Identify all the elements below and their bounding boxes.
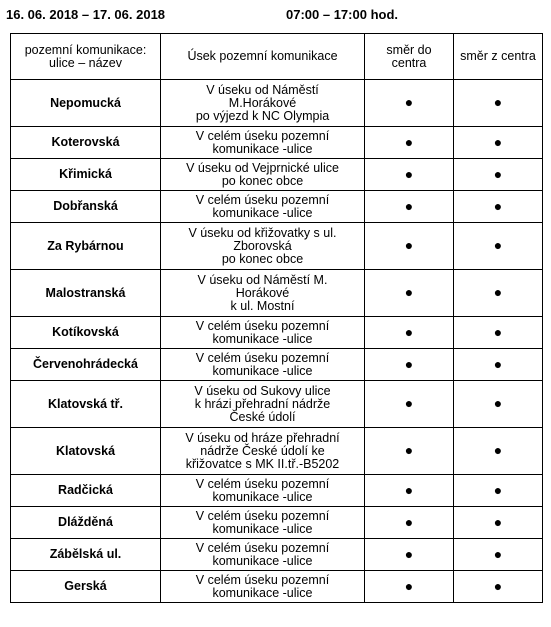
street-name: Klatovská tř. xyxy=(11,381,161,428)
table-row xyxy=(11,191,543,223)
street-name: Klatovská xyxy=(11,428,161,475)
street-name: Gerská xyxy=(11,571,161,603)
street-name: Dobřanská xyxy=(11,191,161,223)
bullet-icon: ● xyxy=(493,323,503,340)
column-header-from-centre: směr z centra xyxy=(454,34,543,80)
table-row xyxy=(11,317,543,349)
section-description: V úseku od Náměstí M. Horákové k ul. Mostní xyxy=(161,270,365,317)
column-header-street: pozemní komunikace: ulice – název xyxy=(11,34,161,80)
direction-to-centre-marker xyxy=(365,223,454,270)
direction-from-centre-marker xyxy=(454,270,543,317)
direction-to-centre-marker xyxy=(365,539,454,571)
table-row xyxy=(11,571,543,603)
column-header-to-centre: směr do centra xyxy=(365,34,454,80)
bullet-icon: ● xyxy=(493,133,503,150)
direction-from-centre-marker xyxy=(454,80,543,127)
section-description: V úseku od Sukovy ulice k hrázi přehradní nádrže České údolí xyxy=(161,381,365,428)
date-range: 16. 06. 2018 – 17. 06. 2018 xyxy=(6,7,166,22)
street-name: Za Rybárnou xyxy=(11,223,161,270)
bullet-icon: ● xyxy=(493,481,503,498)
direction-to-centre-marker xyxy=(365,475,454,507)
direction-from-centre-marker xyxy=(454,159,543,191)
bullet-icon: ● xyxy=(404,94,414,110)
street-name: Křimická xyxy=(11,159,161,191)
bullet-icon: ● xyxy=(404,197,414,214)
street-name: Malostranská xyxy=(11,270,161,317)
table-row xyxy=(11,381,543,428)
bullet-icon: ● xyxy=(493,513,503,530)
page-header xyxy=(6,7,546,23)
direction-to-centre-marker xyxy=(365,349,454,381)
bullet-icon: ● xyxy=(493,94,503,110)
direction-from-centre-marker xyxy=(454,191,543,223)
bullet-icon: ● xyxy=(493,355,503,372)
street-name: Koterovská xyxy=(11,127,161,159)
table-row xyxy=(11,475,543,507)
direction-to-centre-marker xyxy=(365,270,454,317)
section-description: V celém úseku pozemní komunikace -ulice xyxy=(161,317,365,349)
table-row xyxy=(11,270,543,317)
direction-to-centre-marker xyxy=(365,80,454,127)
column-header-section: Úsek pozemní komunikace xyxy=(161,34,365,80)
table-row xyxy=(11,80,543,127)
direction-from-centre-marker xyxy=(454,571,543,603)
table-row xyxy=(11,223,543,270)
section-description: V úseku od Vejprnické ulice po konec obce xyxy=(161,159,365,191)
bullet-icon: ● xyxy=(493,442,503,458)
bullet-icon: ● xyxy=(493,165,503,182)
direction-to-centre-marker xyxy=(365,428,454,475)
bullet-icon: ● xyxy=(404,284,414,300)
table-row xyxy=(11,539,543,571)
bullet-icon: ● xyxy=(404,133,414,150)
bullet-icon: ● xyxy=(404,165,414,182)
table-row xyxy=(11,127,543,159)
direction-from-centre-marker xyxy=(454,428,543,475)
bullet-icon: ● xyxy=(404,513,414,530)
table-row xyxy=(11,349,543,381)
bullet-icon: ● xyxy=(404,545,414,562)
table-header-row xyxy=(11,34,543,80)
street-name: Kotíkovská xyxy=(11,317,161,349)
time-range: 07:00 – 17:00 hod. xyxy=(286,7,398,22)
direction-to-centre-marker xyxy=(365,507,454,539)
table-row xyxy=(11,507,543,539)
bullet-icon: ● xyxy=(404,442,414,458)
section-description: V celém úseku pozemní komunikace -ulice xyxy=(161,571,365,603)
bullet-icon: ● xyxy=(404,355,414,372)
bullet-icon: ● xyxy=(404,323,414,340)
section-description: V úseku od křižovatky s ul. Zborovská po konec obce xyxy=(161,223,365,270)
direction-to-centre-marker xyxy=(365,127,454,159)
table-row xyxy=(11,159,543,191)
direction-to-centre-marker xyxy=(365,159,454,191)
bullet-icon: ● xyxy=(404,395,414,411)
section-description: V celém úseku pozemní komunikace -ulice xyxy=(161,539,365,571)
direction-to-centre-marker xyxy=(365,317,454,349)
direction-from-centre-marker xyxy=(454,317,543,349)
direction-from-centre-marker xyxy=(454,539,543,571)
direction-from-centre-marker xyxy=(454,223,543,270)
bullet-icon: ● xyxy=(493,395,503,411)
bullet-icon: ● xyxy=(404,577,414,594)
direction-from-centre-marker xyxy=(454,349,543,381)
bullet-icon: ● xyxy=(493,197,503,214)
section-description: V celém úseku pozemní komunikace -ulice xyxy=(161,349,365,381)
bullet-icon: ● xyxy=(493,577,503,594)
direction-from-centre-marker xyxy=(454,127,543,159)
direction-to-centre-marker xyxy=(365,571,454,603)
bullet-icon: ● xyxy=(404,237,414,253)
section-description: V celém úseku pozemní komunikace -ulice xyxy=(161,507,365,539)
section-description: V úseku od hráze přehradní nádrže České údolí ke křižovatce s MK II.tř.-B5202 xyxy=(161,428,365,475)
direction-from-centre-marker xyxy=(454,507,543,539)
table-row xyxy=(11,428,543,475)
direction-from-centre-marker xyxy=(454,475,543,507)
bullet-icon: ● xyxy=(404,481,414,498)
section-description: V celém úseku pozemní komunikace -ulice xyxy=(161,475,365,507)
road-closure-table xyxy=(10,33,543,603)
direction-to-centre-marker xyxy=(365,381,454,428)
direction-from-centre-marker xyxy=(454,381,543,428)
street-name: Červenohrádecká xyxy=(11,349,161,381)
street-name: Zábělská ul. xyxy=(11,539,161,571)
direction-to-centre-marker xyxy=(365,191,454,223)
section-description: V úseku od Náměstí M.Horákové po výjezd k NC Olympia xyxy=(161,80,365,127)
street-name: Radčická xyxy=(11,475,161,507)
bullet-icon: ● xyxy=(493,284,503,300)
bullet-icon: ● xyxy=(493,237,503,253)
section-description: V celém úseku pozemní komunikace -ulice xyxy=(161,127,365,159)
street-name: Nepomucká xyxy=(11,80,161,127)
bullet-icon: ● xyxy=(493,545,503,562)
street-name: Dlážděná xyxy=(11,507,161,539)
section-description: V celém úseku pozemní komunikace -ulice xyxy=(161,191,365,223)
